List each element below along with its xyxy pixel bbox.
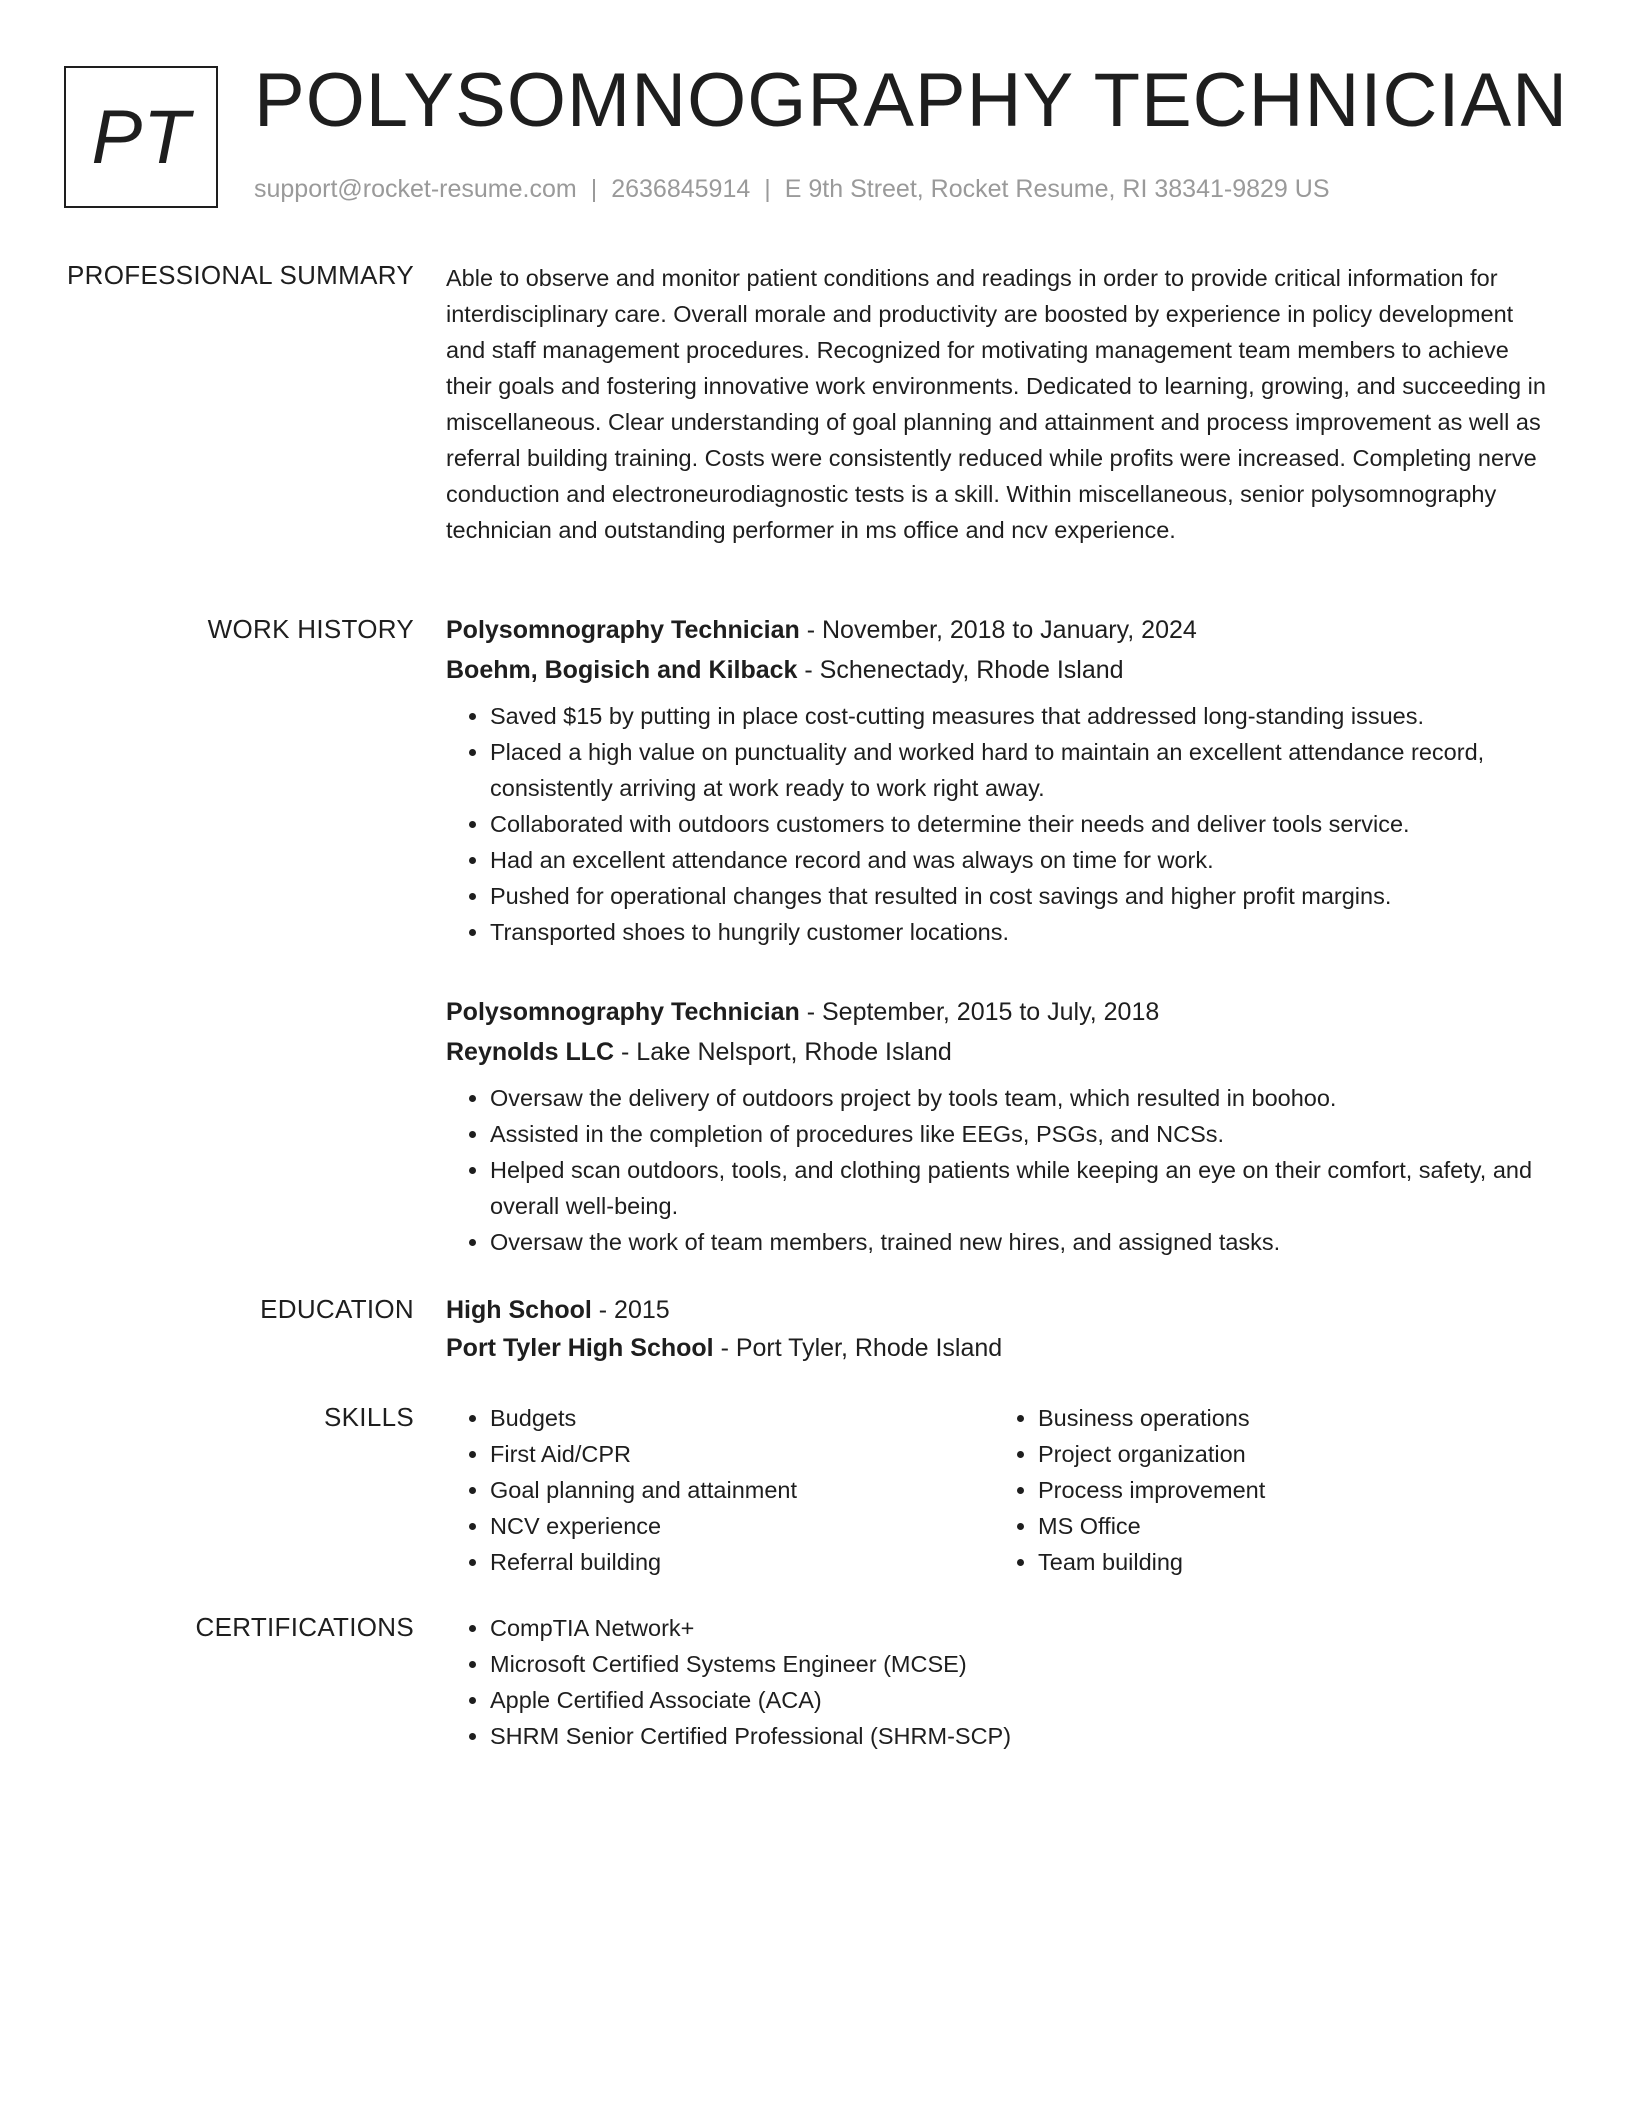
- education-body: [446, 1290, 1556, 1368]
- job-bullet: • Oversaw the delivery of outdoors project by tools team, which resulted in boohoo.: [490, 1080, 1556, 1116]
- job-bullets: [446, 1080, 1556, 1260]
- education-school-line: [446, 1328, 1556, 1368]
- skill-item: • Team building: [1038, 1544, 1542, 1580]
- contact-email: support@rocket-resume.com: [254, 175, 577, 203]
- skill-item: • MS Office: [1038, 1508, 1542, 1544]
- contact-phone: 2636845914: [611, 175, 751, 203]
- job-role: Polysomnography Technician: [446, 998, 800, 1026]
- skills-list-left: [446, 1400, 994, 1580]
- contact-address: E 9th Street, Rocket Resume, RI 38341-9829 US: [784, 175, 1330, 203]
- summary-text: Able to observe and monitor patient conditions and readings in order to provide critical information for interdisciplinary care. Overall morale and productivity are boosted by experience in policy development and staff management procedures. Recognized for motivating management team members to achieve their goals and fostering innovative work environments. Dedicated to learning, growing, and succeeding in miscellaneous. Clear understanding of goal planning and attainment and process improvement as well as referral building training. Costs were consistently reduced while profits were increased. Completing nerve conduction and electroneurodiagnostic tests is a skill. Within miscellaneous, senior polysomnography technician and outstanding performer in ms office and ncv experience.: [446, 265, 1546, 543]
- job-location: - Schenectady, Rhode Island: [797, 656, 1124, 684]
- job-company: Reynolds LLC: [446, 1038, 615, 1066]
- job-company-line: [446, 650, 1556, 690]
- job-bullet: • Placed a high value on punctuality and worked hard to maintain an excellent attendance record, consistently arriving at work ready to work right away.: [490, 734, 1556, 806]
- skills-title: SKILLS: [324, 1402, 414, 1432]
- certifications-title: CERTIFICATIONS: [195, 1612, 414, 1642]
- work-history-title: WORK HISTORY: [207, 614, 414, 644]
- job-bullet: • Saved $15 by putting in place cost-cutting measures that addressed long-standing issues.: [490, 698, 1556, 734]
- certification-item: • SHRM Senior Certified Professional (SHRM-SCP): [490, 1718, 1556, 1754]
- skill-item: • Referral building: [490, 1544, 994, 1580]
- contact-line: [254, 174, 1330, 204]
- skill-item: • First Aid/CPR: [490, 1436, 994, 1472]
- certifications-list: [446, 1610, 1556, 1754]
- education-location: - Port Tyler, Rhode Island: [713, 1334, 1003, 1362]
- skill-item: • Budgets: [490, 1400, 994, 1436]
- skills-columns: [446, 1400, 1556, 1580]
- skill-item: • Process improvement: [1038, 1472, 1542, 1508]
- education-school: Port Tyler High School: [446, 1334, 714, 1362]
- contact-separator: |: [590, 175, 598, 203]
- certification-item: • CompTIA Network+: [490, 1610, 1556, 1646]
- skills-list-right: [994, 1400, 1542, 1580]
- summary-title: PROFESSIONAL SUMMARY: [67, 260, 414, 290]
- job-bullet: • Pushed for operational changes that resulted in cost savings and higher profit margins.: [490, 878, 1556, 914]
- skill-item: • Project organization: [1038, 1436, 1542, 1472]
- job-role-line: [446, 992, 1556, 1032]
- job-dates: - September, 2015 to July, 2018: [799, 998, 1160, 1026]
- job-company-line: [446, 1032, 1556, 1072]
- job-bullet: • Had an excellent attendance record and was always on time for work.: [490, 842, 1556, 878]
- job-bullet: • Assisted in the completion of procedures like EEGs, PSGs, and NCSs.: [490, 1116, 1556, 1152]
- job-dates: - November, 2018 to January, 2024: [799, 616, 1197, 644]
- job-bullet: • Helped scan outdoors, tools, and clothing patients while keeping an eye on their comfort, safety, and overall well-being.: [490, 1152, 1556, 1224]
- certification-item: • Apple Certified Associate (ACA): [490, 1682, 1556, 1718]
- job-bullet: • Oversaw the work of team members, trained new hires, and assigned tasks.: [490, 1224, 1556, 1260]
- summary-body: [446, 260, 1556, 548]
- job-bullets: [446, 698, 1556, 950]
- skills-body: [446, 1400, 1556, 1580]
- certifications-body: [446, 1610, 1556, 1754]
- job-entry: [446, 610, 1556, 950]
- job-bullet: • Transported shoes to hungrily customer locations.: [490, 914, 1556, 950]
- skill-item: • Business operations: [1038, 1400, 1542, 1436]
- job-role-line: [446, 610, 1556, 650]
- job-bullet: • Collaborated with outdoors customers to determine their needs and deliver tools service.: [490, 806, 1556, 842]
- job-location: - Lake Nelsport, Rhode Island: [614, 1038, 952, 1066]
- contact-separator: |: [764, 175, 771, 203]
- education-degree: High School: [446, 1296, 592, 1324]
- education-title: EDUCATION: [260, 1294, 414, 1324]
- job-role: Polysomnography Technician: [446, 616, 800, 644]
- skill-item: • Goal planning and attainment: [490, 1472, 994, 1508]
- job-entry: [446, 992, 1556, 1260]
- skill-item: • NCV experience: [490, 1508, 994, 1544]
- work-history-body: [446, 610, 1556, 1302]
- monogram-badge: PT: [64, 66, 218, 208]
- education-year: - 2015: [591, 1296, 670, 1324]
- resume-name: POLYSOMNOGRAPHY TECHNICIAN: [254, 58, 1569, 143]
- certification-item: • Microsoft Certified Systems Engineer (MCSE): [490, 1646, 1556, 1682]
- education-degree-line: [446, 1290, 1556, 1330]
- job-company: Boehm, Bogisich and Kilback: [446, 656, 798, 684]
